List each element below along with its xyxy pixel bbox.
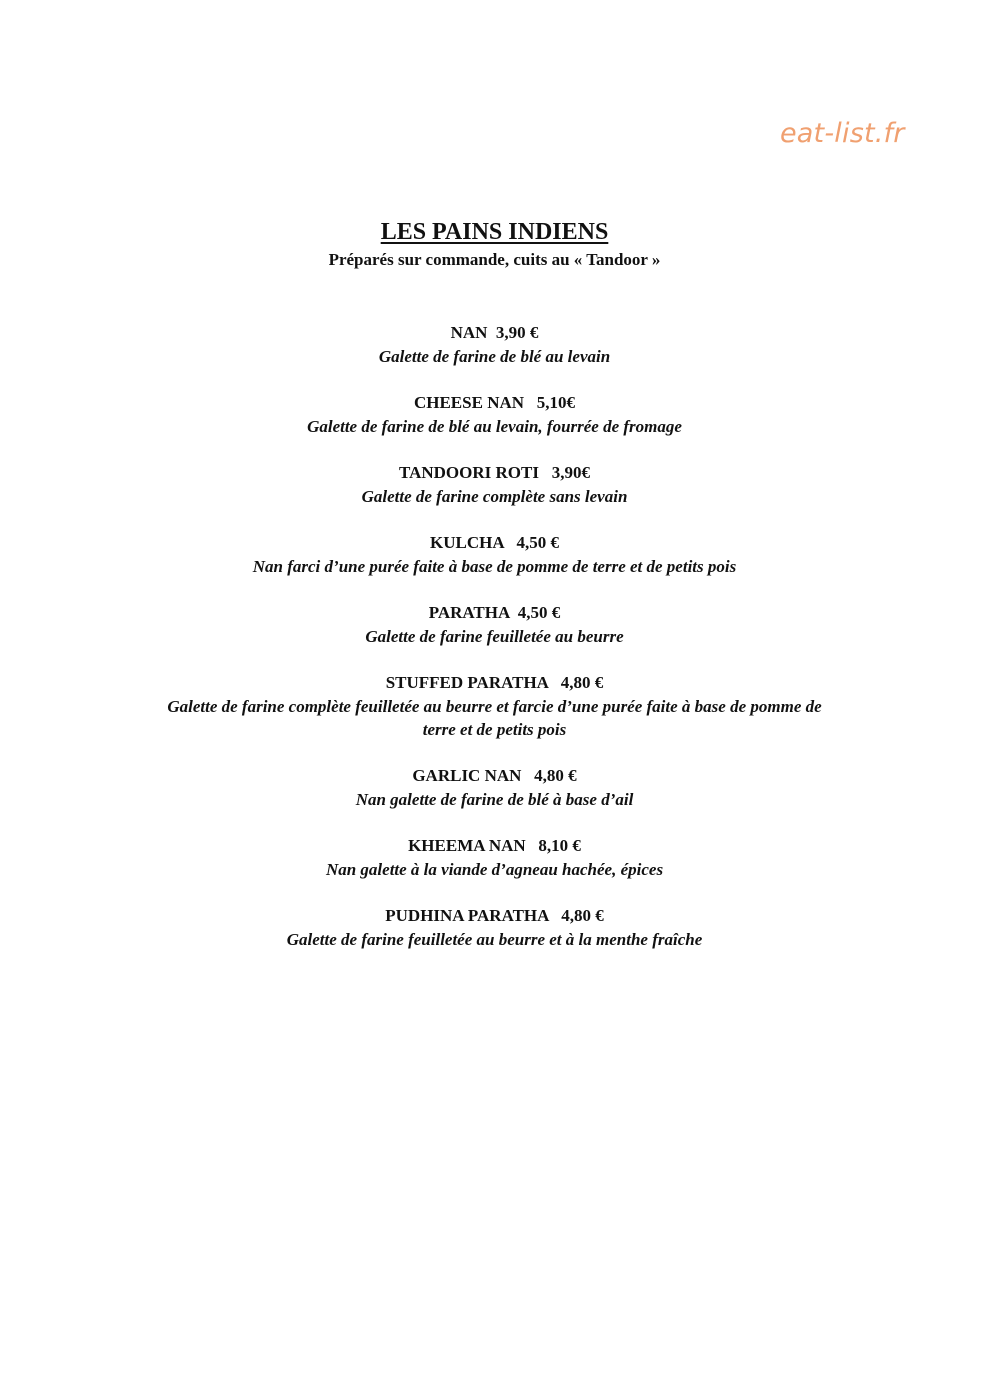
section-title: LES PAINS INDIENS: [380, 219, 609, 245]
menu-item-header: [0, 532, 989, 553]
menu-item-name: STUFFED PARATHA: [385, 673, 549, 692]
menu-item-price: 4,80 €: [534, 766, 577, 785]
menu-item: [0, 765, 989, 811]
menu-item-price: 4,50 €: [516, 533, 559, 552]
menu-item-description: Nan galette de farine de blé à base d’ail: [355, 790, 634, 809]
menu-item-header: [0, 765, 989, 786]
menu-items-list: [0, 322, 989, 951]
menu-item-header: [0, 905, 989, 926]
menu-item-name: CHEESE NAN: [413, 393, 525, 412]
menu-item: [0, 392, 989, 438]
menu-item-price: 4,50 €: [517, 603, 561, 622]
menu-item-name: GARLIC NAN: [412, 766, 522, 785]
menu-item-name: NAN: [450, 323, 488, 342]
menu-item: [0, 672, 989, 741]
menu-item: [0, 462, 989, 508]
menu-item-description: Galette de farine feuilletée au beurre: [365, 627, 624, 646]
menu-item-price: 4,80 €: [560, 673, 604, 692]
menu-item-description: Galette de farine de blé au levain: [378, 347, 611, 366]
menu-item-price: 8,10 €: [538, 836, 581, 855]
menu-item-price: 5,10€: [536, 393, 576, 412]
menu-item-name: KHEEMA NAN: [408, 836, 526, 855]
menu-item-price: 3,90€: [551, 463, 590, 482]
menu-item-description: Galette de farine complète sans levain: [361, 487, 628, 506]
menu-page: [0, 218, 989, 975]
menu-item-description: Galette de farine complète feuilletée au beurre et farcie d’une purée faite à base de pomme de terre et de petits pois: [167, 697, 822, 739]
menu-item-header: [0, 392, 989, 413]
menu-item-description: Galette de farine feuilletée au beurre et à la menthe fraîche: [286, 930, 703, 949]
menu-item-name: PARATHA: [428, 603, 510, 622]
menu-item-description: Galette de farine de blé au levain, fourrée de fromage: [307, 417, 682, 436]
menu-item: [0, 532, 989, 578]
menu-item-header: [0, 602, 989, 623]
menu-item-name: PUDHINA PARATHA: [385, 906, 549, 925]
menu-item-name: TANDOORI ROTI: [399, 463, 539, 482]
section-subtitle: Préparés sur commande, cuits au « Tandoor »: [328, 250, 661, 269]
menu-item: [0, 322, 989, 368]
menu-item: [0, 905, 989, 951]
menu-item-price: 4,80 €: [561, 906, 604, 925]
menu-item-description: Nan galette à la viande d’agneau hachée, épices: [325, 860, 664, 879]
menu-item-header: [0, 672, 989, 693]
menu-item-header: [0, 322, 989, 343]
menu-item-header: [0, 462, 989, 483]
menu-item-description: Nan farci d’une purée faite à base de pomme de terre et de petits pois: [252, 557, 737, 576]
menu-item-header: [0, 835, 989, 856]
menu-item: [0, 602, 989, 648]
menu-item-price: 3,90 €: [495, 323, 539, 342]
menu-item-name: KULCHA: [430, 533, 504, 552]
menu-item: [0, 835, 989, 881]
watermark: eat-list.fr: [780, 118, 905, 149]
